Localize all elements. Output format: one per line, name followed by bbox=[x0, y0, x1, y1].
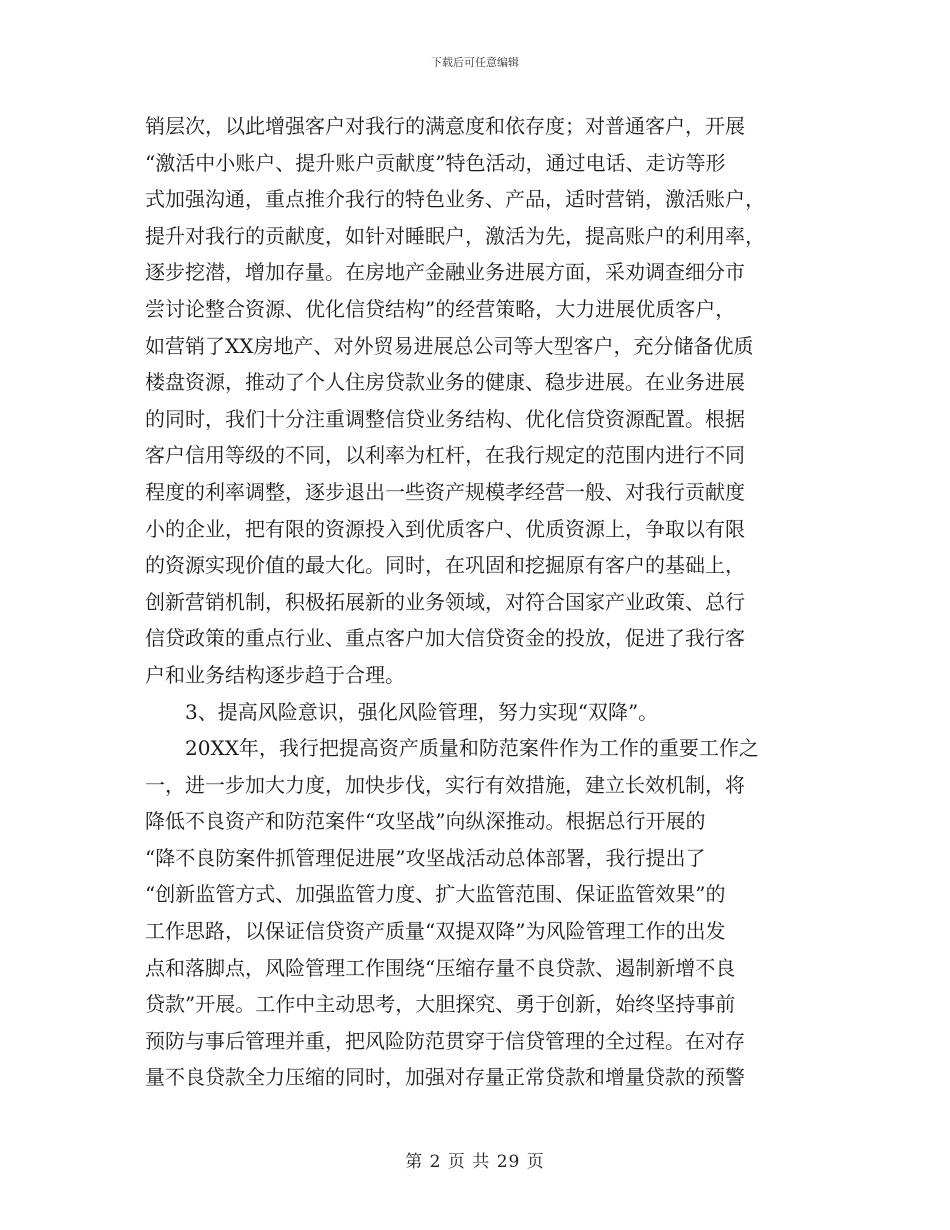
text-line: 的同时，我们十分注重调整信贷业务结构、优化信贷资源配置。根据 bbox=[145, 406, 745, 431]
text-line: 提升对我行的贡献度，如针对睡眠户，激活为先，提高账户的利用率， bbox=[145, 223, 765, 248]
text-line: 户和业务结构逐步趋于合理。 bbox=[145, 662, 405, 687]
text-line: 降低不良资产和防范案件“攻坚战”向纵深推动。根据总行开展的 bbox=[145, 809, 706, 834]
text-line: 逐步挖潜，增加存量。在房地产金融业务进展方面，采劝调查细分市 bbox=[145, 260, 745, 285]
text-line: 的资源实现价值的最大化。同时，在巩固和挖掘原有客户的基础上， bbox=[145, 553, 745, 578]
text-line: 3、提高风险意识，强化风险管理，努力实现“双降”。 bbox=[185, 699, 659, 724]
text-line: “激活中小账户、提升账户贡献度”特色活动，通过电话、走访等形 bbox=[145, 150, 726, 175]
text-line: 贷款”开展。工作中主动思考，大胆探究、勇于创新，始终坚持事前 bbox=[145, 992, 736, 1017]
text-line: 20XX年，我行把提高资产质量和防范案件作为工作的重要工作之 bbox=[185, 736, 759, 761]
text-line: 如营销了XX房地产、对外贸易进展总公司等大型客户，充分储备优质 bbox=[145, 333, 754, 358]
text-line: 信贷政策的重点行业、重点客户加大信贷资金的投放，促进了我行客 bbox=[145, 626, 745, 651]
page-number-footer: 第 2 页 共 29 页 bbox=[405, 1152, 545, 1172]
text-line: 楼盘资源，推动了个人住房贷款业务的健康、稳步进展。在业务进展 bbox=[145, 370, 745, 395]
text-line: “降不良防案件抓管理促进展”攻坚战活动总体部署，我行提出了 bbox=[145, 845, 706, 870]
text-line: 创新营销机制，积极拓展新的业务领域，对符合国家产业政策、总行 bbox=[145, 589, 745, 614]
text-line: 量不良贷款全力压缩的同时，加强对存量正常贷款和增量贷款的预警 bbox=[145, 1065, 745, 1090]
text-line: 销层次，以此增强客户对我行的满意度和依存度；对普通客户，开展 bbox=[145, 114, 745, 138]
document-body bbox=[145, 108, 795, 1096]
text-line: 小的企业，把有限的资源投入到优质客户、优质资源上，争取以有限 bbox=[145, 516, 745, 541]
text-line: 程度的利率调整，逐步退出一些资产规模孝经营一般、对我行贡献度 bbox=[145, 479, 745, 504]
text-line: 一，进一步加大力度，加快步伐，实行有效措施，建立长效机制，将 bbox=[145, 772, 745, 797]
text-line: 式加强沟通，重点推介我行的特色业务、产品，适时营销，激活账户， bbox=[145, 187, 765, 212]
text-line: 客户信用等级的不同，以利率为杠杆，在我行规定的范围内进行不同 bbox=[145, 443, 745, 468]
page-header-note: 下载后可任意编辑 bbox=[431, 56, 519, 69]
text-line: “创新监管方式、加强监管力度、扩大监管范围、保证监管效果”的 bbox=[145, 882, 726, 907]
text-line: 点和落脚点，风险管理工作围绕“压缩存量不良贷款、遏制新增不良 bbox=[145, 955, 736, 980]
text-line: 尝讨论整合资源、优化信贷结构”的经营策略，大力进展优质客户， bbox=[145, 296, 736, 321]
text-line: 预防与事后管理并重，把风险防范贯穿于信贷管理的全过程。在对存 bbox=[145, 1028, 745, 1053]
text-line: 工作思路，以保证信贷资产质量“双提双降”为风险管理工作的出发 bbox=[145, 919, 726, 944]
